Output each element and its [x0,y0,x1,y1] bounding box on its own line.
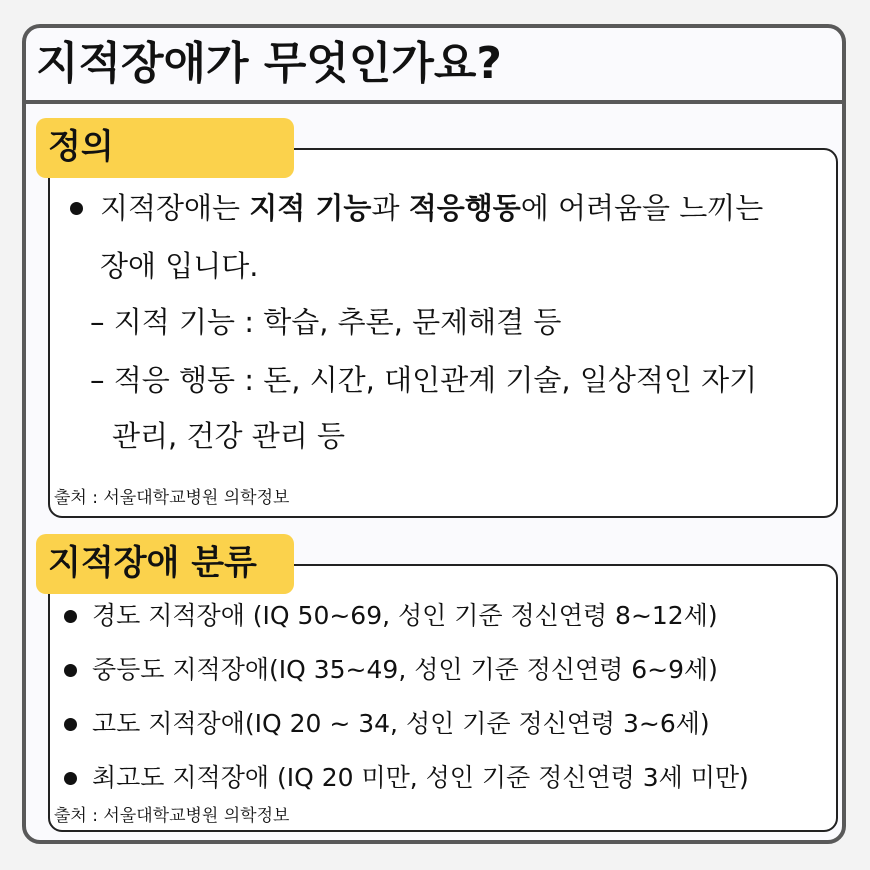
definition-section [48,148,838,518]
bullet-dot [64,664,77,677]
title-bar [26,28,842,104]
bullet-dot [70,202,83,215]
bullet-dot [64,610,77,623]
info-card [22,24,846,844]
bullet-dot [64,772,77,785]
page-title: 지적장애가 무엇인가요? [36,38,502,89]
definition-main-line [100,188,763,228]
definition-main-continuation: 장애 입니다. [100,249,259,283]
definition-tab: 정의 [36,118,294,178]
classification-item-moderate: 중등도 지적장애(IQ 35~49, 성인 기준 정신연령 6~9세) [92,655,718,684]
bullet-dot [64,718,77,731]
definition-text-post: 에 어려움을 느끼는 [520,191,764,225]
classification-source: 출처 : 서울대학교병원 의학정보 [54,806,290,826]
classification-item-mild: 경도 지적장애 (IQ 50~69, 성인 기준 정신연령 8~12세) [92,601,718,630]
classification-item-profound: 최고도 지적장애 (IQ 20 미만, 성인 기준 정신연령 3세 미만) [92,763,749,792]
definition-text-pre: 지적장애는 [100,191,250,225]
definition-term-adaptive-behavior: 적응행동 [408,191,521,225]
classification-section [48,564,838,832]
definition-sub-adaptive: – 적응 행동 : 돈, 시간, 대인관계 기술, 일상적인 자기 [90,363,758,397]
definition-sub-intellectual: – 지적 기능 : 학습, 추론, 문제해결 등 [90,305,562,339]
classification-item-severe: 고도 지적장애(IQ 20 ~ 34, 성인 기준 정신연령 3~6세) [92,709,710,738]
classification-tab: 지적장애 분류 [36,534,294,594]
definition-text-mid: 과 [371,191,409,225]
definition-source: 출처 : 서울대학교병원 의학정보 [54,488,290,508]
definition-term-intellectual-function: 지적 기능 [249,191,372,225]
definition-sub-adaptive-continuation: 관리, 건강 관리 등 [112,419,345,453]
